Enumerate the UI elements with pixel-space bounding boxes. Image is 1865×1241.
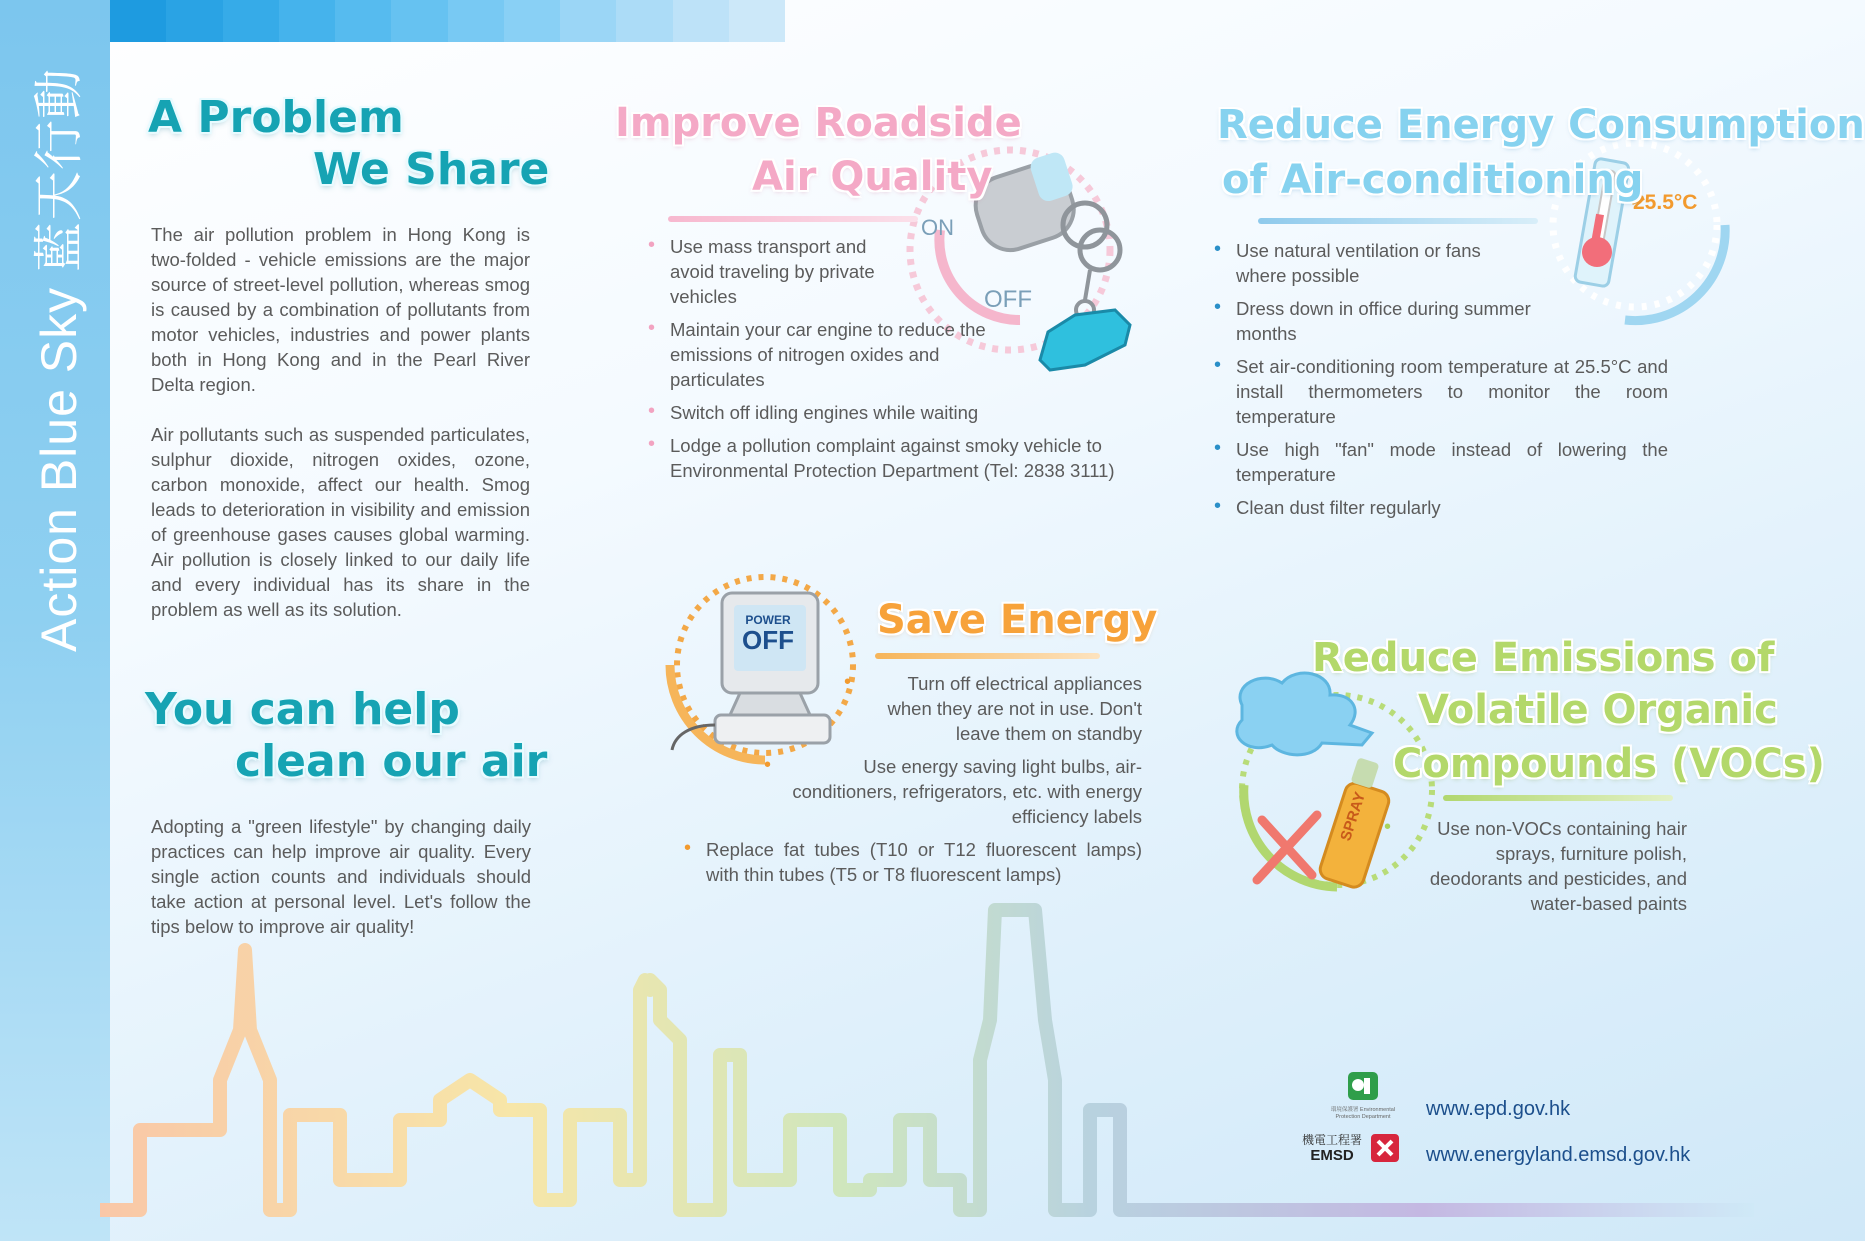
monitor-off-label: OFF [742,625,794,655]
epd-website-link[interactable]: www.epd.gov.hk [1426,1098,1571,1120]
top-strip-segment [616,0,672,42]
roadside-item: • Maintain your car engine to reduce the emissions of nitrogen oxides and particulates [670,317,1010,392]
emsd-logo-icon [1370,1133,1400,1163]
help-paragraph: Adopting a "green lifestyle" by changing daily practices can help improve air quality. Every single action counts and individuals should take action at personal level. Let's follow the tips below to improve air quality! [151,816,531,937]
epd-logo [1318,1070,1408,1121]
top-strip-segment [560,0,616,42]
energy-divider [875,653,1100,659]
vocs-heading-line3: Compounds (VOCs) [1393,741,1825,787]
emsd-website-link[interactable]: www.energyland.emsd.gov.hk [1426,1144,1691,1166]
aircon-item: • Use high "fan" mode instead of lowering the temperature [1236,437,1668,487]
top-strip-segment [448,0,504,42]
roadside-item: • Switch off idling engines while waiting [670,400,1120,425]
energy-item: • Replace fat tubes (T10 or T12 fluorescent lamps) with thin tubes (T5 or T8 fluorescent lamps) [706,837,1142,887]
vocs-heading-line1: Reduce Emissions of [1312,635,1775,681]
roadside-heading-line1: Improve Roadside [615,100,1022,146]
vocs-item: • Use non-VOCs containing hair sprays, furniture polish, deodorants and pesticides, and water-based paints [1406,816,1687,916]
key-off-label: OFF [984,286,1032,313]
aircon-item: • Set air-conditioning room temperature at 25.5°C and install thermometers to monitor the room temperature [1236,354,1668,429]
problem-paragraph-1: The air pollution problem in Hong Kong is two-folded - vehicle emissions are the major source of street-level pollution, whereas smog is caused by a combination of pollutants from motor vehicles, industries and power plants both in Hong Kong and in the Pearl River Delta region. [151,224,530,395]
vocs-divider [1443,795,1673,801]
top-strip-segment [673,0,729,42]
roadside-item: • Lodge a pollution complaint against smoky vehicle to Environmental Protection Department (Tel: 2838 3111) [670,433,1120,483]
problem-heading-line2: We Share [313,144,550,195]
top-strip-segment [391,0,447,42]
top-strip-segment [335,0,391,42]
aircon-heading-line2: of Air-conditioning [1222,157,1644,203]
problem-heading-line1: A Problem [148,92,404,143]
top-strip-segment [279,0,335,42]
epd-logo-text: 環境保護署 Environmental Protection Department [1330,1107,1396,1120]
aircon-list [1236,238,1668,528]
top-strip-segment [504,0,560,42]
emsd-logo-en: EMSD [1310,1147,1354,1164]
top-strip-segment [166,0,222,42]
key-on-label: ON [921,215,954,240]
emsd-logo-cn: 機電工程署 [1302,1133,1363,1147]
top-strip-segment [223,0,279,42]
energy-list [706,671,1142,895]
side-title-text: Action Blue Sky 藍天行動 [31,67,87,653]
monitor-power-label: POWER [745,613,791,627]
roadside-heading-line2: Air Quality [752,154,993,200]
roadside-item: • Use mass transport and avoid traveling by private vehicles [670,234,900,309]
top-color-strip [110,0,785,42]
energy-heading: Save Energy [877,597,1158,643]
epd-logo-icon [1346,1070,1380,1102]
roadside-list [670,234,1120,491]
problem-heading [148,92,568,196]
vocs-list [1406,816,1687,924]
side-title [0,0,110,720]
aircon-divider [1258,218,1538,224]
problem-paragraph-2: Air pollutants such as suspended particulates, sulphur dioxide, nitrogen oxides, ozone, carbon monoxide, affect our health. Smog leads to deterioration in visibility and emission of greenhouse gases causes global warming. Air pollution is closely linked to our daily life and every individual has its share in the problem as well as its solution. [151,424,530,620]
emsd-logo [1302,1133,1400,1163]
help-heading-line1: You can help [145,684,460,735]
energy-item: • Use energy saving light bulbs, air-conditioners, refrigerators, etc. with energy efficiency labels [786,754,1142,829]
top-strip-segment [729,0,785,42]
aircon-item: • Dress down in office during summer months [1236,296,1546,346]
thermometer-label: 25.5°C [1633,191,1698,214]
aircon-item: • Clean dust filter regularly [1236,495,1668,520]
help-heading [145,684,565,788]
roadside-divider [668,216,918,222]
help-heading-line2: clean our air [235,736,548,787]
aircon-heading-line1: Reduce Energy Consumption [1217,102,1865,148]
spray-can-label: SPRAY [1337,789,1370,844]
aircon-item: • Use natural ventilation or fans where possible [1236,238,1506,288]
vocs-heading-line2: Volatile Organic [1418,687,1778,733]
energy-item: • Turn off electrical appliances when they are not in use. Don't leave them on standby [866,671,1142,746]
top-strip-segment [110,0,166,42]
